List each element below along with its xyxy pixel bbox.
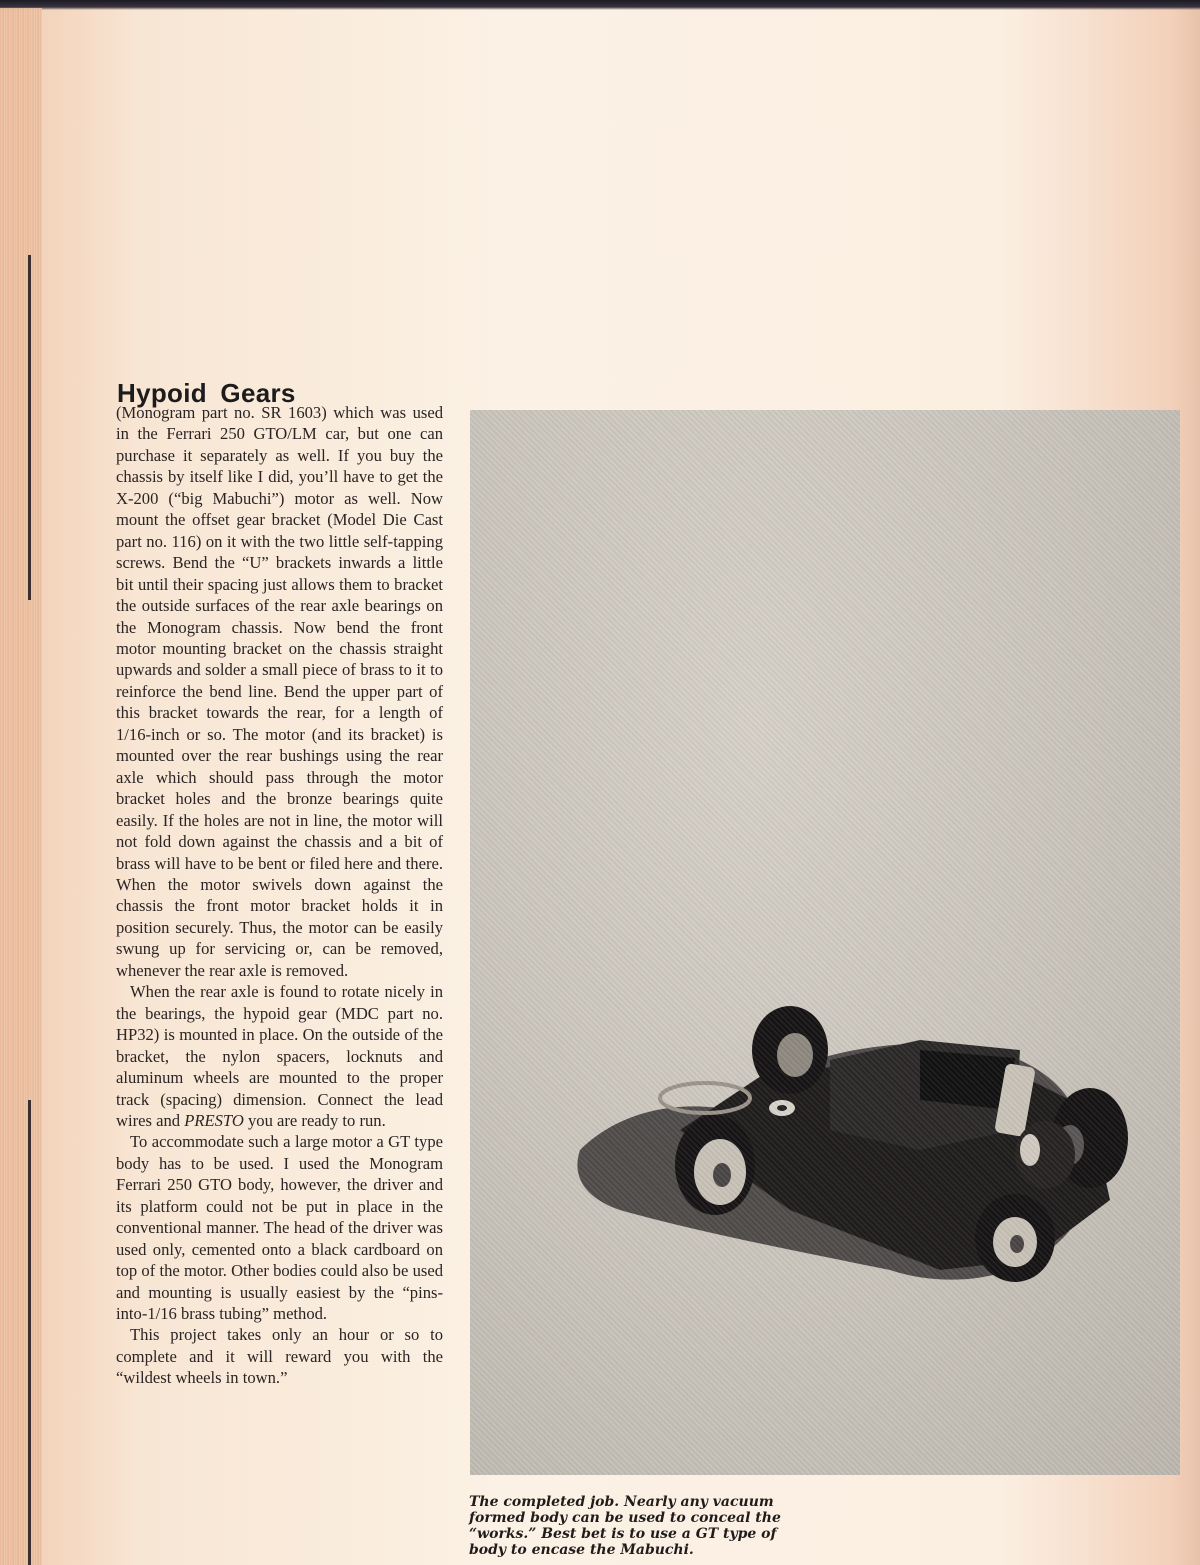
chassis-photo bbox=[470, 410, 1180, 1475]
paragraph-2-text-end: you are ready to run. bbox=[243, 1110, 386, 1130]
paragraph-2 bbox=[116, 981, 443, 1131]
scan-top-edge bbox=[0, 0, 1200, 10]
binding-mark bbox=[28, 255, 31, 600]
wheel-front-left bbox=[752, 1006, 828, 1094]
wheel-front-right bbox=[675, 1115, 755, 1215]
slot-car-chassis-illustration bbox=[470, 410, 1180, 1475]
page-stack-edges bbox=[0, 8, 42, 1565]
paragraph-2-text: When the rear axle is found to rotate nicely in the bearings, the hypoid gear (MDC part no. HP32) is mounted in place. On the outside of the bracket, the nylon spacers, locknuts and aluminum wheels are mounted to the proper track (spacing) dimension. Connect the lead wires and bbox=[116, 982, 443, 1130]
article-body-column bbox=[116, 402, 443, 1389]
paragraph-1: (Monogram part no. SR 1603) which was used in the Ferrari 250 GTO/LM car, but one can purchase it separately as well. If you buy the chassis by itself like I did, you’ll have to get the X-200 (“big Mabuchi”) motor as well. Now mount the offset gear bracket (Model Die Cast part no. 116) on it with the two little self-tapping screws. Bend the “U” brackets inwards a little bit until their spacing just allows them to bracket the outside surfaces of the rear axle bearings on the Monogram chassis. Now bend the front motor mounting bracket on the chassis straight upwards and solder a small piece of brass to it to reinforce the bend line. Bend the upper part of this bracket towards the rear, for a length of 1/16-inch or so. The motor (and its bracket) is mounted over the rear bushings using the rear axle which should pass through the motor bracket holes and the bronze bearings quite easily. If the holes are not in line, the motor will not fold down against the chassis and a bit of brass will have to be bent or filed here and there. When the motor swivels down against the chassis the front motor bracket holds it in position securely. Thus, the motor can be easily swung up for servicing or, can be removed, whenever the rear axle is removed. bbox=[116, 403, 443, 980]
wheel-rear-right bbox=[975, 1194, 1055, 1282]
paragraph-4: This project takes only an hour or so to complete and it will reward you with the “wildest wheels in town.” bbox=[116, 1325, 443, 1388]
wheel-rear-left bbox=[1052, 1088, 1128, 1188]
article-heading: Hypoid Gears bbox=[117, 377, 296, 408]
emphasis-presto: PRESTO bbox=[184, 1110, 244, 1130]
binding-mark bbox=[28, 1100, 31, 1565]
photo-caption: The completed job. Nearly any vacuum formed body can be used to conceal the “works.” Best bet is to use a GT type of body to encase the Mabuchi. bbox=[469, 1494, 781, 1558]
paragraph-3: To accommodate such a large motor a GT type body has to be used. I used the Monogram Ferrari 250 GTO body, however, the driver and its platform could not be put in place in the conventional manner. The head of the driver was used only, cemented onto a black cardboard on top of the motor. Other bodies could also be used and mounting is usually easiest by the “pins-into-1/16 brass tubing” method. bbox=[116, 1132, 443, 1324]
